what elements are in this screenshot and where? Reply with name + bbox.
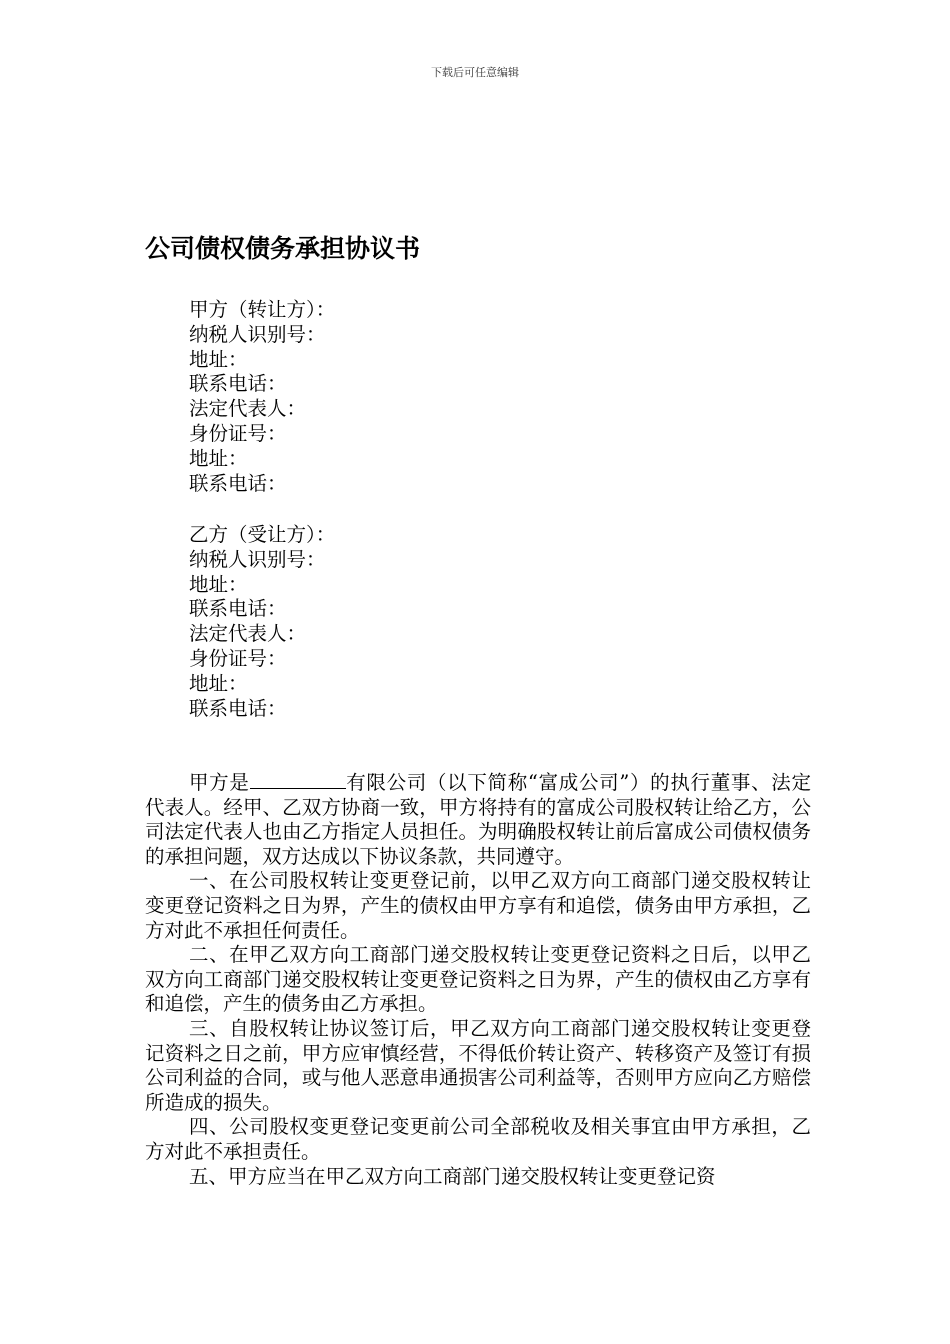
party-a-block [189, 298, 335, 496]
document-title: 公司债权债务承担协议书 [145, 234, 421, 263]
intro-lead-text: 甲方是 [189, 771, 250, 794]
clause-3: 三、自股权转让协议签订后，甲乙双方向工商部门递交股权转让变更登记资料之日之前，甲方应审慎经营，不得低价转让资产、转移资产及签订有损公司利益的合同，或与他人恶意串通损害公司利益等，否则甲方应向乙方赔偿所造成的损失。 [145, 1016, 811, 1114]
party-a-legal-rep-label: 法定代表人： [189, 397, 307, 421]
intro-paragraph [145, 770, 811, 869]
clause-5: 五、甲方应当在甲乙双方向工商部门递交股权转让变更登记资 [189, 1164, 716, 1188]
company-name-blank [250, 770, 346, 789]
party-b-heading: 乙方（受让方）： [189, 523, 336, 546]
party-b-rep-address-label: 地址： [189, 671, 248, 695]
party-a-heading: 甲方（转让方）： [189, 298, 336, 321]
clause-1: 一、在公司股权转让变更登记前，以甲乙双方向工商部门递交股权转让变更登记资料之日为界，产生的债权由甲方享有和追偿，债务由甲方承担，乙方对此不承担任何责任。 [145, 869, 811, 942]
party-a-rep-phone-label: 联系电话： [189, 471, 287, 495]
party-b-rep-phone-label: 联系电话： [189, 696, 287, 720]
party-b-phone-label: 联系电话： [189, 597, 287, 621]
party-a-id-number-label: 身份证号： [189, 421, 287, 445]
party-b-address-label: 地址： [189, 572, 248, 596]
clause-4: 四、公司股权变更登记变更前公司全部税收及相关事宜由甲方承担，乙方对此不承担责任。 [145, 1115, 811, 1163]
party-a-phone-label: 联系电话： [189, 372, 287, 396]
party-b-id-number-label: 身份证号： [189, 646, 287, 670]
party-a-tax-id-label: 纳税人识别号： [189, 322, 326, 346]
party-b-legal-rep-label: 法定代表人： [189, 622, 307, 646]
intro-main-text: 有限公司（以下简称“富成公司”）的执行董事、法定代表人。经甲、乙双方协商一致，甲方将持有的富成公司股权转让给乙方，公司法定代表人也由乙方指定人员担任。为明确股权转让前后富成公司债权债务的承担问题，双方达成以下协议条款，共同遵守。 [145, 771, 811, 868]
page-header-note: 下载后可任意编辑 [431, 66, 519, 79]
party-b-tax-id-label: 纳税人识别号： [189, 547, 326, 571]
agreement-body [145, 770, 811, 1189]
party-a-rep-address-label: 地址： [189, 446, 248, 470]
party-a-address-label: 地址： [189, 347, 248, 371]
party-b-block [189, 523, 335, 721]
clause-2: 二、在甲乙双方向工商部门递交股权转让变更登记资料之日后，以甲乙双方向工商部门递交股权转让变更登记资料之日为界，产生的债权由乙方享有和追偿，产生的债务由乙方承担。 [145, 943, 811, 1016]
